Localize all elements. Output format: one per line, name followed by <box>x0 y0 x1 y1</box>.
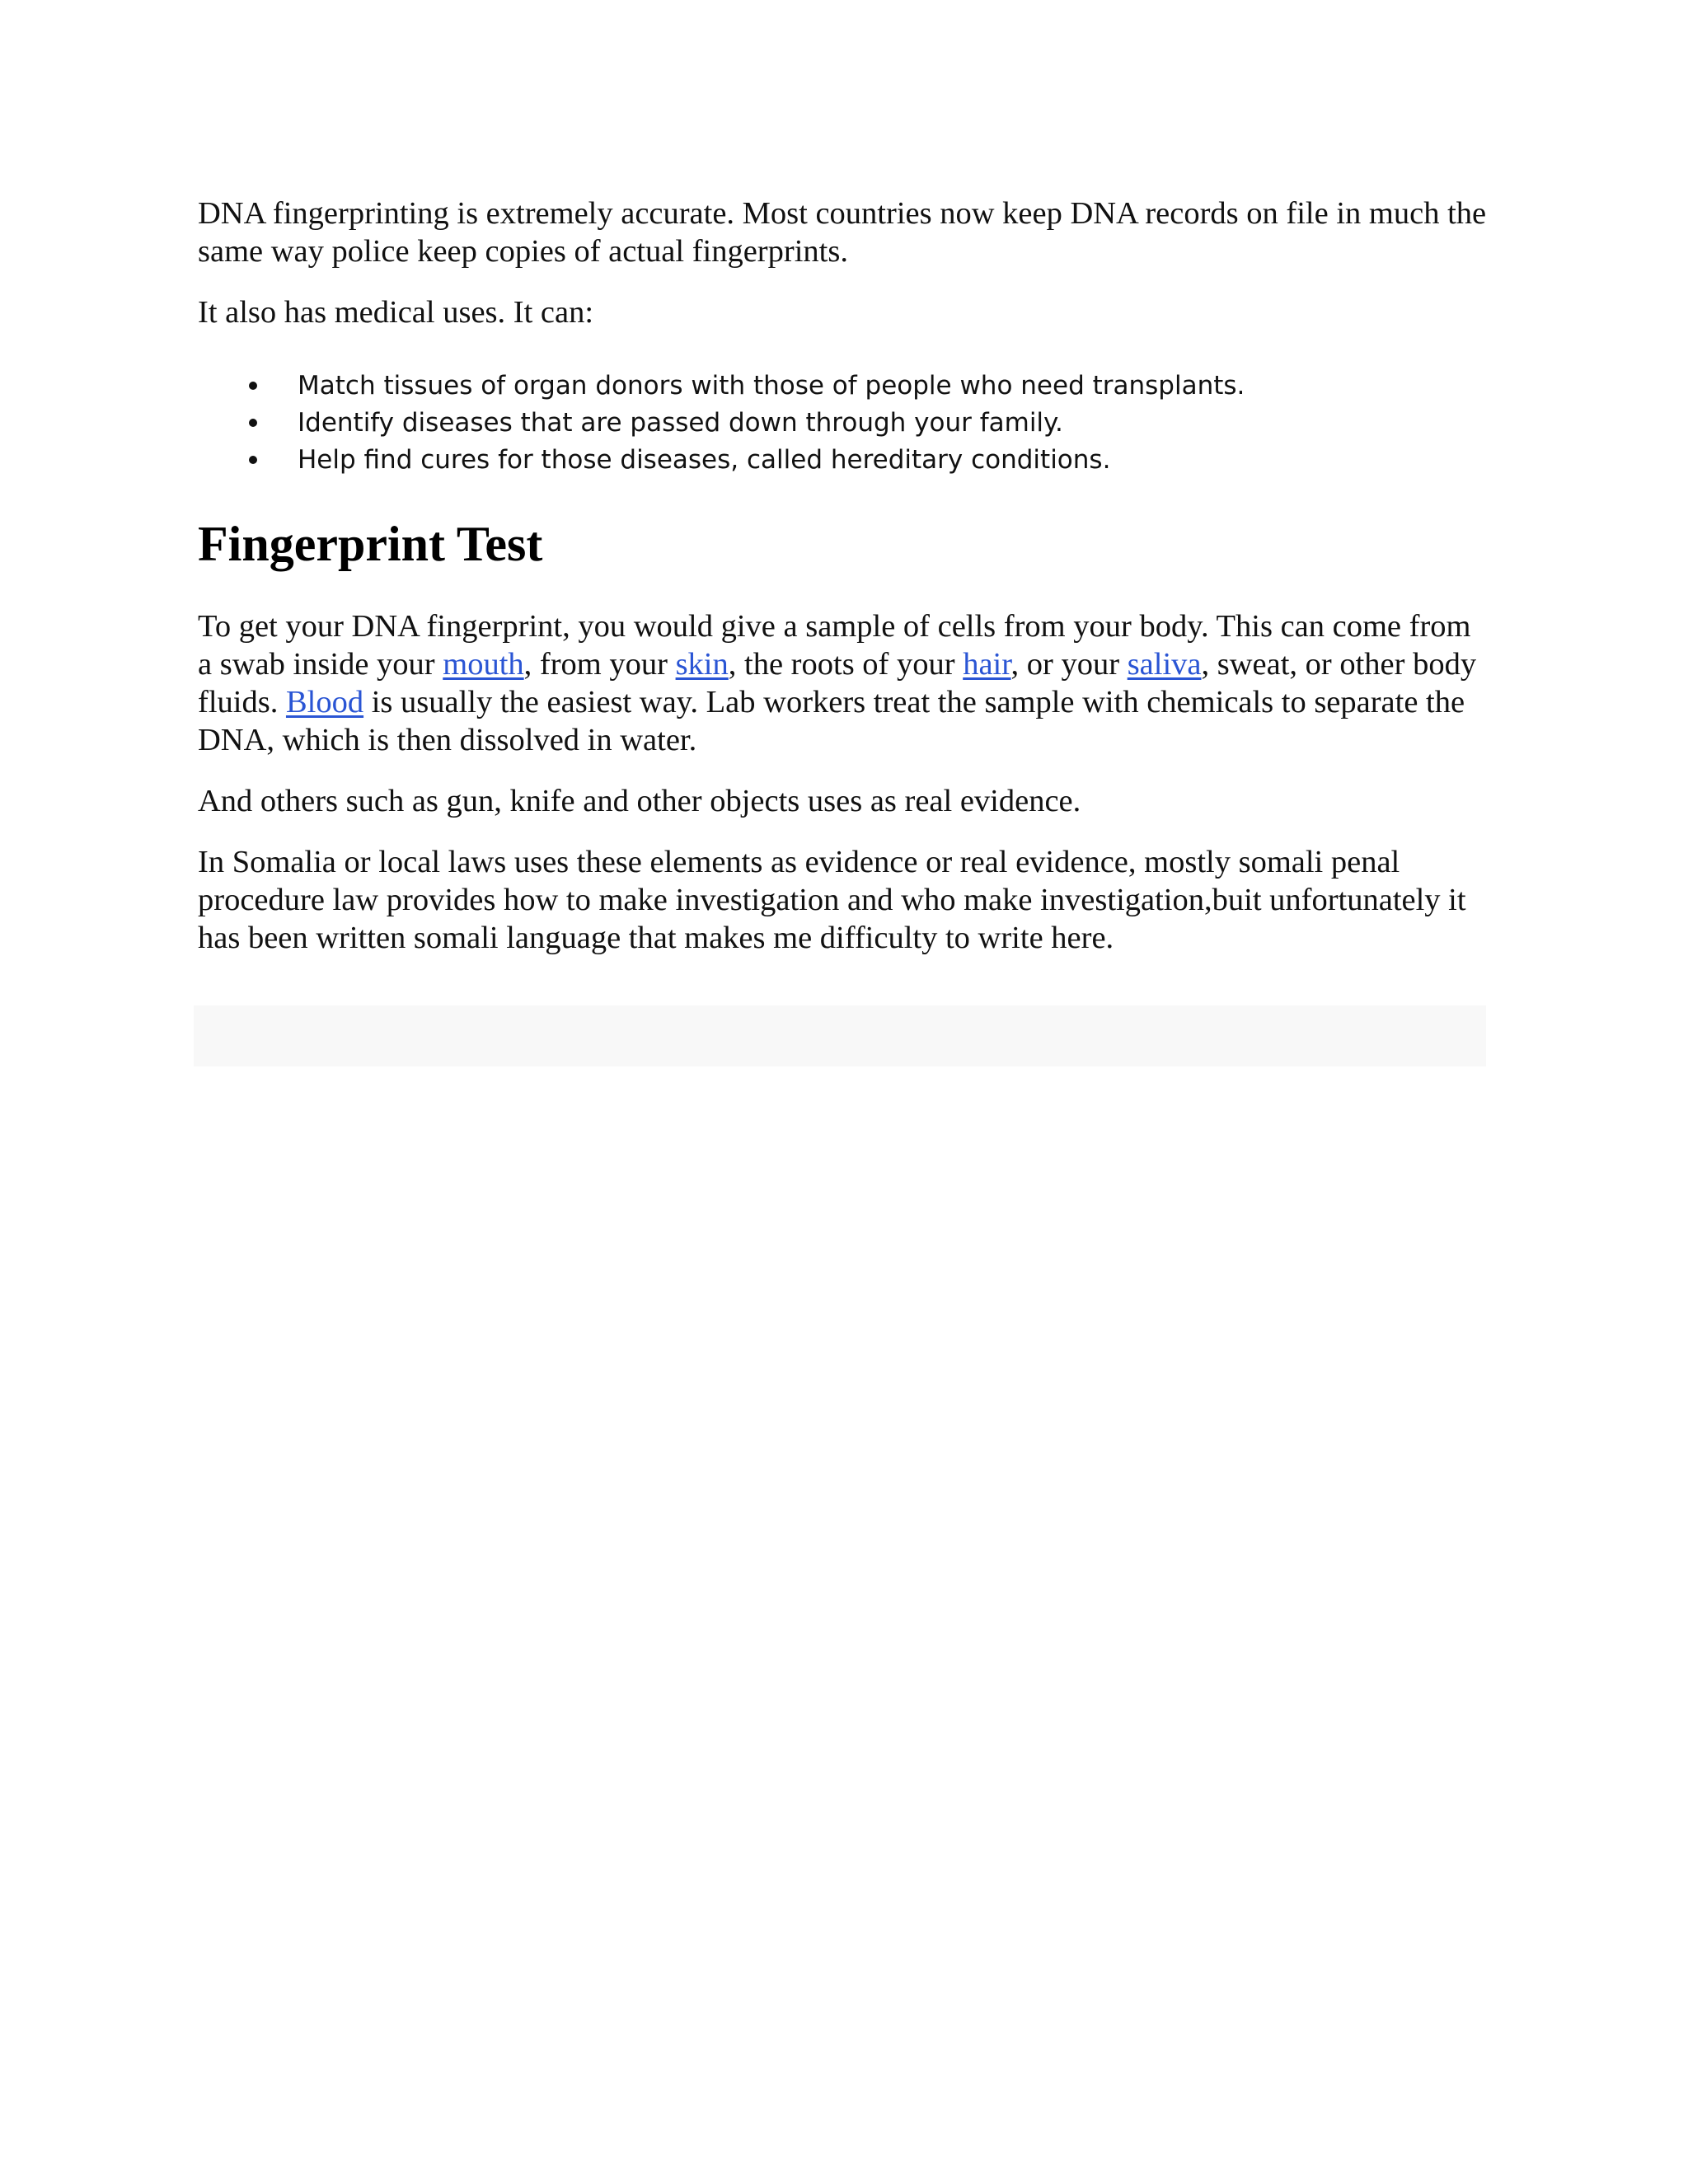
text-segment: , sweat, or other body fluids. <box>198 647 1477 719</box>
skin-link[interactable]: skin <box>675 647 729 682</box>
mouth-link[interactable]: mouth <box>443 647 524 682</box>
bullet-icon <box>249 456 257 464</box>
sample-paragraph <box>198 607 1490 759</box>
document-page <box>198 194 1490 957</box>
text-segment: , the roots of your <box>728 647 964 682</box>
medical-uses-list <box>198 368 1490 479</box>
section-heading: Fingerprint Test <box>198 517 543 571</box>
list-item-text: Match tissues of organ donors with those of people who need transplants. <box>298 371 1245 401</box>
saliva-link[interactable]: saliva <box>1127 647 1202 682</box>
medical-uses-intro: It also has medical uses. It can: <box>198 295 594 330</box>
text-segment: is usually the easiest way. Lab workers treat the sample with chemicals to separate the DNA, which is then dissolved in water. <box>198 685 1465 757</box>
list-item-text: Help find cures for those diseases, called hereditary conditions. <box>298 445 1111 475</box>
bullet-icon <box>249 419 257 427</box>
intro-paragraph: DNA fingerprinting is extremely accurate. Most countries now keep DNA records on file in much the same way police keep copies of actual fingerprints. <box>198 196 1487 269</box>
text-segment: , or your <box>1010 647 1128 682</box>
empty-content-block <box>194 1005 1486 1066</box>
somalia-paragraph: In Somalia or local laws uses these elements as evidence or real evidence, mostly somali penal procedure law provides how to make investigation and who make investigation,buit unfortunately it has been written somali language that makes me difficulty to write here. <box>198 845 1466 955</box>
list-item <box>198 442 1490 479</box>
list-item <box>198 368 1490 405</box>
list-item-text: Identify diseases that are passed down through your family. <box>298 408 1063 438</box>
list-item <box>198 405 1490 442</box>
bullet-icon <box>249 382 257 390</box>
blood-link[interactable]: Blood <box>285 685 364 719</box>
text-segment: , from your <box>523 647 676 682</box>
hair-link[interactable]: hair <box>963 647 1011 682</box>
evidence-paragraph: And others such as gun, knife and other objects uses as real evidence. <box>198 784 1081 818</box>
text-segment: To get your DNA fingerprint, you would give a sample of cells from your body. This can come from a swab inside your <box>198 609 1471 682</box>
